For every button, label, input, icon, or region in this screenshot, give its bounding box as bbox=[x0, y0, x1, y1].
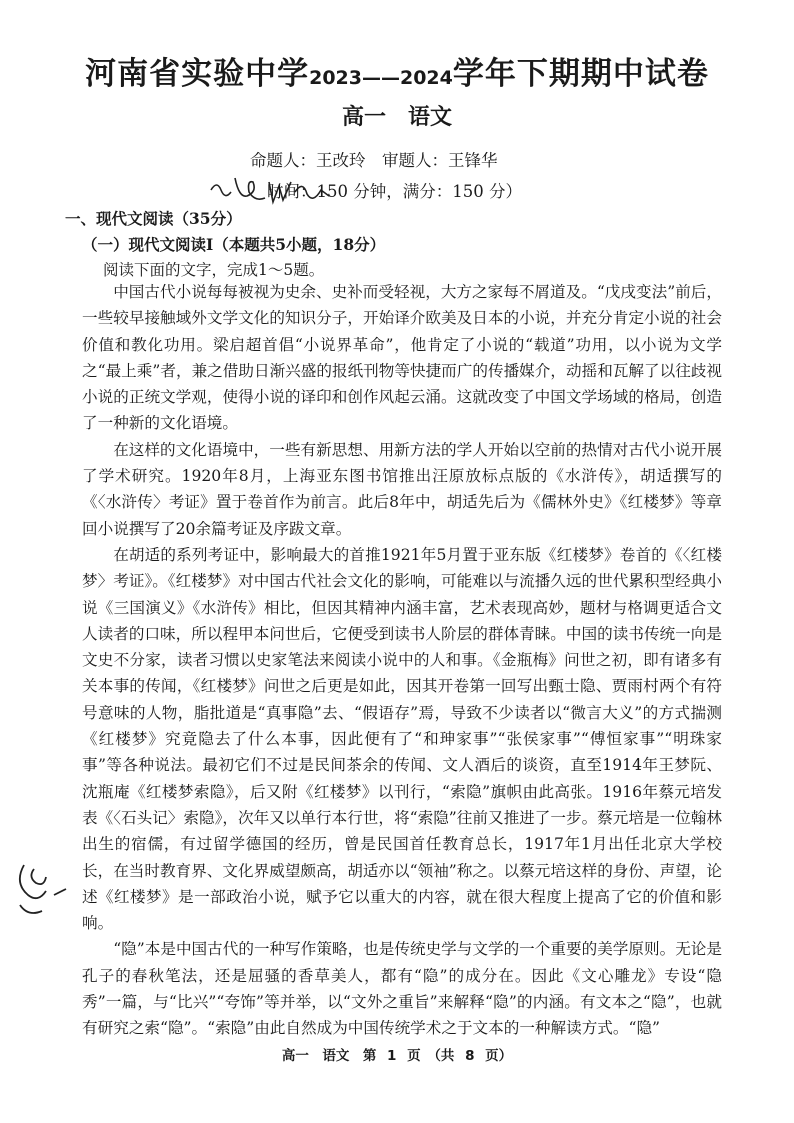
term-label: 学年下期期中试卷 bbox=[452, 56, 709, 92]
exam-title bbox=[0, 48, 794, 93]
reading-passage bbox=[82, 279, 722, 1042]
reading-instruction: 阅读下面的文字，完成1～5题。 bbox=[103, 261, 325, 279]
passage-paragraph: “隐”本是中国古代的一种写作策略，也是传统史学与文学的一个重要的美学原则。无论是孔子的春秋笔法，还是屈骚的香草美人，都有“隐”的成分在。因此《文心雕龙》专设“隐秀”一篇，与“比兴”“夸饰”等并举，以“文外之重旨”来解释“隐”的内涵。有文本之“隐”，也就有研究之索“隐”。“索隐”由此自然成为中国传统学术之于文本的一种解读方式。“隐” bbox=[82, 940, 722, 1038]
subject-title: 高一 语文 bbox=[341, 105, 452, 130]
passage-paragraph: 在这样的文化语境中，一些有新思想、用新方法的学人开始以空前的热情对古代小说开展了学术研究。1920年8月，上海亚东图书馆推出汪原放标点版的《水浒传》，胡适撰写的《〈水浒传〉考证》置于卷首作为前言。此后8年中，胡适先后为《儒林外史》《红楼梦》等章回小说撰写了20余篇考证及序跋文章。 bbox=[82, 440, 722, 538]
section-title: 一、现代文阅读（35分） bbox=[65, 209, 242, 228]
exam-authors: 命题人：王改玲 审题人：王锋华 bbox=[250, 151, 498, 170]
school-year: 2023——2024 bbox=[309, 67, 453, 89]
passage-paragraph: 中国古代小说每每被视为史余、史补而受轻视，大方之家每不屑道及。“戊戌变法”前后，一些较早接触域外文学文化的知识分子，开始译介欧美及日本的小说，并充分肯定小说的社会价值和教化功用。梁启超首倡“小说界革命”，他肯定了小说的“载道”功用，以小说为文学之“最上乘”者，兼之借助日渐兴盛的报纸刊物等快捷而广的传播媒介，动摇和瓦解了以往歧视小说的正统文学观，使得小说的译印和创作风起云涌。这就改变了中国文学场域的格局，创造了一种新的文化语境。 bbox=[82, 283, 722, 433]
passage-paragraph: 在胡适的系列考证中，影响最大的首推1921年5月置于亚东版《红楼梦》卷首的《〈红楼梦〉考证》。《红楼梦》对中国古代社会文化的影响，可能难以与流播久远的世代累积型经典小说《三国演义》《水浒传》相比，但因其精神内涵丰富，艺术表现高妙，题材与格调更适合文人读者的口味，所以程甲本问世后，它便受到读书人阶层的群体青睐。中国的读书传统一向是文史不分家，读者习惯以史家笔法来阅读小说中的人和事。《金瓶梅》问世之初，即有诸多有关本事的传闻，《红楼梦》问世之后更是如此，因其开卷第一回写出甄士隐、贾雨村两个有符号意味的人物，脂批道是“真事隐”去、“假语存”焉，导致不少读者以“微言大义”的方式揣测《红楼梦》究竟隐去了什么本事，因此便有了“和珅家事”“张侯家事”“傅恒家事”“明珠家事”等各种说法。最初它们不过是民间茶余的传闻、文人酒后的谈资，直至1914年王梦阮、沈瓶庵《红楼梦索隐》，后又附《红楼梦》以刊行，“索隐”旗帜由此高张。1916年蔡元培发表《〈石头记〉索隐》，次年又以单行本行世，将“索隐”往前又推进了一步。蔡元培是一位翰林出生的宿儒，有过留学德国的经历，曾是民国首任教育总长，1917年1月出任北京大学校长，在当时教育界、文化界威望颇高，胡适亦以“领袖”称之。以蔡元培这样的身份、声望，论述《红楼梦》是一部政治小说，赋予它以重大的内容，就在很大程度上提高了它的价值和影响。 bbox=[82, 545, 722, 933]
school-name: 河南省实验中学 bbox=[85, 56, 310, 92]
exam-time-info: 时间：150 分钟，满分：150 分） bbox=[267, 182, 522, 201]
subsection-title: （一）现代文阅读Ⅰ（本题共5小题，18分） bbox=[82, 235, 386, 254]
page-footer: 高一 语文 第 1 页 （共 8 页） bbox=[281, 1048, 513, 1064]
margin-scribble bbox=[10, 855, 80, 925]
